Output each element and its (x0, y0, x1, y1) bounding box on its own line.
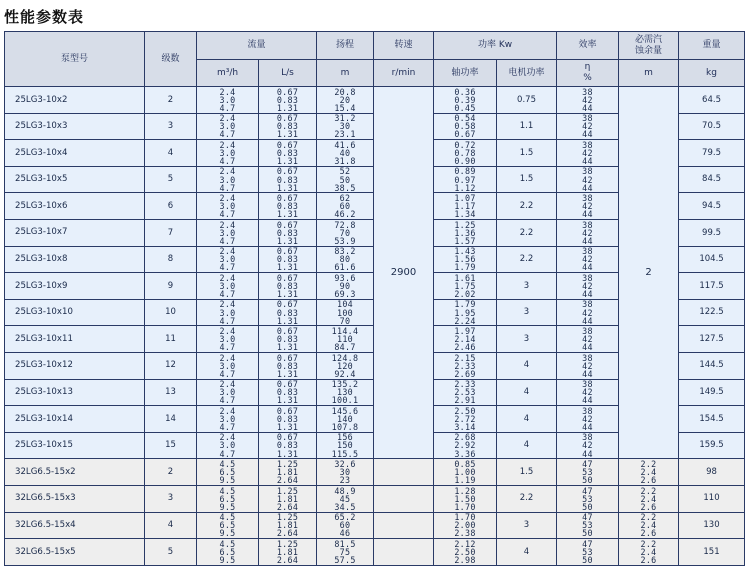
npsh-cell (619, 459, 679, 486)
stages-cell: 7 (145, 219, 197, 246)
shaft-power-cell (434, 485, 497, 512)
shaft-power-cell (434, 406, 497, 433)
flow-ls-cell (259, 432, 317, 459)
table-row (5, 512, 745, 539)
flow-ls-cell (259, 326, 317, 353)
efficiency-cell (557, 193, 619, 220)
head-cell (317, 193, 374, 220)
efficiency-cell (557, 219, 619, 246)
npsh-cell-values: 2.2 2.4 2.6 (640, 458, 657, 486)
motor-power-cell: 4 (497, 539, 557, 566)
model-cell: 25LG3-10x3 (5, 113, 145, 140)
flow-ls-cell (259, 140, 317, 167)
efficiency-cell (557, 512, 619, 539)
head-cell (317, 166, 374, 193)
flow-ls-cell-values: 0.67 0.83 1.31 (276, 166, 299, 193)
efficiency-cell (557, 485, 619, 512)
motor-power-cell: 1.1 (497, 113, 557, 140)
header-speed: 转速 (374, 32, 434, 60)
flow-m3h-cell (197, 246, 259, 273)
efficiency-cell-values: 38 42 44 (582, 139, 593, 167)
flow-ls-cell-values: 0.67 0.83 1.31 (276, 379, 299, 406)
flow-m3h-cell-values: 2.4 3.0 4.7 (219, 86, 236, 113)
header-efficiency-symbol: η (584, 62, 591, 72)
model-cell: 25LG3-10x11 (5, 326, 145, 353)
table-row (5, 87, 745, 114)
efficiency-cell (557, 273, 619, 300)
stages-cell: 15 (145, 432, 197, 459)
model-cell: 32LG6.5-15x2 (5, 459, 145, 486)
shaft-power-cell (434, 246, 497, 273)
flow-m3h-cell-values: 2.4 3.0 4.7 (219, 139, 236, 167)
npsh-cell (619, 539, 679, 566)
motor-power-cell: 2.2 (497, 219, 557, 246)
motor-power-cell: 1.5 (497, 166, 557, 193)
npsh-cell-values: 2.2 2.4 2.6 (640, 538, 657, 565)
efficiency-cell-values: 47 53 50 (582, 538, 593, 565)
shaft-power-cell-values: 1.25 1.36 1.57 (454, 219, 476, 246)
efficiency-cell-values: 38 42 44 (582, 405, 593, 432)
weight-cell: 144.5 (679, 352, 745, 379)
head-cell (317, 512, 374, 539)
stages-cell: 9 (145, 273, 197, 300)
head-cell-values: 48.9 45 34.5 (334, 485, 356, 512)
head-cell-values: 81.5 75 57.5 (334, 538, 356, 565)
motor-power-cell: 2.2 (497, 246, 557, 273)
flow-ls-cell-values: 0.67 0.83 1.31 (276, 219, 299, 246)
efficiency-cell (557, 539, 619, 566)
shaft-power-cell (434, 166, 497, 193)
flow-m3h-cell (197, 140, 259, 167)
stages-cell: 14 (145, 406, 197, 433)
flow-ls-cell-values: 0.67 0.83 1.31 (276, 432, 299, 459)
flow-m3h-cell (197, 299, 259, 326)
model-cell: 25LG3-10x14 (5, 406, 145, 433)
header-speed-unit: r/min (374, 60, 434, 87)
model-cell: 25LG3-10x6 (5, 193, 145, 220)
stages-cell: 5 (145, 539, 197, 566)
head-cell (317, 432, 374, 459)
npsh-cell: 2 (619, 87, 679, 459)
speed-cell-empty (374, 539, 434, 566)
shaft-power-cell-values: 2.15 2.33 2.69 (454, 352, 476, 379)
header-npsh-line1: 必需汽 (635, 34, 663, 45)
efficiency-cell (557, 432, 619, 459)
shaft-power-cell-values: 2.33 2.53 2.91 (454, 379, 476, 406)
flow-m3h-cell-values: 4.5 6.5 9.5 (219, 538, 236, 565)
model-cell: 25LG3-10x12 (5, 352, 145, 379)
model-cell: 25LG3-10x15 (5, 432, 145, 459)
efficiency-cell-values: 38 42 44 (582, 326, 593, 353)
flow-ls-cell (259, 352, 317, 379)
head-cell (317, 406, 374, 433)
stages-cell: 2 (145, 87, 197, 114)
flow-ls-cell-values: 0.67 0.83 1.31 (276, 246, 299, 273)
npsh-cell (619, 512, 679, 539)
head-cell-values: 20.8 20 15.4 (334, 86, 356, 113)
flow-ls-cell-values: 0.67 0.83 1.31 (276, 352, 299, 379)
table-row (5, 485, 745, 512)
flow-ls-cell-values: 0.67 0.83 1.31 (276, 326, 299, 353)
performance-table (4, 31, 745, 566)
motor-power-cell: 1.5 (497, 140, 557, 167)
efficiency-cell-values: 38 42 44 (582, 166, 593, 193)
flow-m3h-cell (197, 326, 259, 353)
stages-cell: 13 (145, 379, 197, 406)
flow-ls-cell (259, 87, 317, 114)
page-title: 性能参数表 (4, 8, 85, 26)
flow-ls-cell (259, 379, 317, 406)
model-cell: 25LG3-10x4 (5, 140, 145, 167)
header-efficiency-sub (557, 60, 619, 87)
head-cell-values: 32.6 30 23 (334, 458, 356, 486)
weight-cell: 79.5 (679, 140, 745, 167)
flow-m3h-cell-values: 4.5 6.5 9.5 (219, 458, 236, 486)
shaft-power-cell-values: 1.07 1.17 1.34 (454, 193, 476, 220)
shaft-power-cell (434, 352, 497, 379)
speed-cell-empty (374, 512, 434, 539)
efficiency-cell (557, 166, 619, 193)
header-weight-unit: kg (679, 60, 745, 87)
head-cell-values: 41.6 40 31.8 (334, 139, 356, 167)
flow-ls-cell (259, 406, 317, 433)
shaft-power-cell (434, 379, 497, 406)
weight-cell: 104.5 (679, 246, 745, 273)
stages-cell: 3 (145, 485, 197, 512)
efficiency-cell (557, 326, 619, 353)
flow-ls-cell (259, 299, 317, 326)
flow-ls-cell (259, 539, 317, 566)
head-cell (317, 352, 374, 379)
flow-ls-cell-values: 0.67 0.83 1.31 (276, 86, 299, 113)
stages-cell: 12 (145, 352, 197, 379)
flow-m3h-cell-values: 2.4 3.0 4.7 (219, 432, 236, 459)
weight-cell: 154.5 (679, 406, 745, 433)
flow-ls-cell (259, 273, 317, 300)
flow-m3h-cell (197, 512, 259, 539)
shaft-power-cell-values: 0.54 0.58 0.67 (454, 113, 476, 140)
stages-cell: 11 (145, 326, 197, 353)
speed-cell: 2900 (374, 87, 434, 459)
stages-cell: 4 (145, 512, 197, 539)
head-cell-values: 65.2 60 46 (334, 512, 356, 539)
shaft-power-cell-values: 2.68 2.92 3.36 (454, 432, 476, 459)
flow-m3h-cell (197, 87, 259, 114)
shaft-power-cell-values: 0.85 1.00 1.19 (454, 458, 476, 486)
motor-power-cell: 4 (497, 406, 557, 433)
efficiency-cell-values: 38 42 44 (582, 113, 593, 140)
flow-ls-cell-values: 1.25 1.81 2.64 (276, 538, 299, 565)
efficiency-cell (557, 459, 619, 486)
flow-ls-cell-values: 1.25 1.81 2.64 (276, 485, 299, 512)
head-cell (317, 299, 374, 326)
head-cell (317, 539, 374, 566)
flow-m3h-cell-values: 2.4 3.0 4.7 (219, 166, 236, 193)
speed-cell-empty (374, 485, 434, 512)
head-cell-values: 104 100 70 (337, 299, 354, 326)
efficiency-cell (557, 299, 619, 326)
weight-cell: 110 (679, 485, 745, 512)
head-cell-values: 31.2 30 23.1 (334, 113, 356, 140)
weight-cell: 98 (679, 459, 745, 486)
weight-cell: 117.5 (679, 273, 745, 300)
header-flow: 流量 (197, 32, 317, 60)
efficiency-cell (557, 379, 619, 406)
table-row (5, 459, 745, 486)
shaft-power-cell (434, 87, 497, 114)
flow-m3h-cell-values: 2.4 3.0 4.7 (219, 352, 236, 379)
stages-cell: 5 (145, 166, 197, 193)
flow-ls-cell (259, 166, 317, 193)
flow-ls-cell (259, 485, 317, 512)
head-cell-values: 145.6 140 107.8 (331, 405, 359, 432)
flow-ls-cell-values: 0.67 0.83 1.31 (276, 299, 299, 326)
efficiency-cell (557, 87, 619, 114)
speed-cell-empty (374, 459, 434, 486)
stages-cell: 10 (145, 299, 197, 326)
weight-cell: 122.5 (679, 299, 745, 326)
weight-cell: 151 (679, 539, 745, 566)
efficiency-cell-values: 38 42 44 (582, 272, 593, 299)
flow-m3h-cell (197, 166, 259, 193)
model-cell: 32LG6.5-15x4 (5, 512, 145, 539)
flow-ls-cell-values: 0.67 0.83 1.31 (276, 272, 299, 299)
flow-ls-cell (259, 113, 317, 140)
flow-ls-cell (259, 219, 317, 246)
flow-m3h-cell (197, 485, 259, 512)
shaft-power-cell (434, 299, 497, 326)
efficiency-cell-values: 38 42 44 (582, 86, 593, 113)
header-npsh-unit: m (619, 60, 679, 87)
flow-ls-cell-values: 1.25 1.81 2.64 (276, 512, 299, 539)
model-cell: 25LG3-10x8 (5, 246, 145, 273)
model-cell: 25LG3-10x9 (5, 273, 145, 300)
efficiency-cell (557, 352, 619, 379)
flow-m3h-cell-values: 2.4 3.0 4.7 (219, 193, 236, 220)
head-cell (317, 140, 374, 167)
flow-ls-cell (259, 459, 317, 486)
shaft-power-cell (434, 432, 497, 459)
header-efficiency: 效率 (557, 32, 619, 60)
head-cell (317, 87, 374, 114)
model-cell: 32LG6.5-15x3 (5, 485, 145, 512)
stages-cell: 8 (145, 246, 197, 273)
npsh-cell-values: 2.2 2.4 2.6 (640, 512, 657, 539)
motor-power-cell: 3 (497, 326, 557, 353)
header-weight: 重量 (679, 32, 745, 60)
head-cell (317, 459, 374, 486)
flow-m3h-cell-values: 2.4 3.0 4.7 (219, 113, 236, 140)
head-cell (317, 485, 374, 512)
head-cell (317, 326, 374, 353)
motor-power-cell: 4 (497, 432, 557, 459)
flow-m3h-cell-values: 4.5 6.5 9.5 (219, 485, 236, 512)
weight-cell: 99.5 (679, 219, 745, 246)
header-flow-unit-m3h: m³/h (197, 60, 259, 87)
head-cell-values: 52 50 38.5 (334, 166, 356, 193)
header-shaft-power: 轴功率 (434, 60, 497, 87)
shaft-power-cell-values: 1.79 1.95 2.24 (454, 299, 476, 326)
flow-m3h-cell-values: 2.4 3.0 4.7 (219, 405, 236, 432)
efficiency-cell-values: 38 42 44 (582, 193, 593, 220)
weight-cell: 149.5 (679, 379, 745, 406)
shaft-power-cell (434, 273, 497, 300)
stages-cell: 4 (145, 140, 197, 167)
flow-m3h-cell (197, 113, 259, 140)
motor-power-cell: 2.2 (497, 193, 557, 220)
head-cell (317, 113, 374, 140)
head-cell-values: 62 60 46.2 (334, 193, 356, 220)
motor-power-cell: 3 (497, 512, 557, 539)
flow-m3h-cell (197, 352, 259, 379)
flow-m3h-cell-values: 2.4 3.0 4.7 (219, 246, 236, 273)
header-npsh (619, 32, 679, 60)
flow-m3h-cell-values: 2.4 3.0 4.7 (219, 219, 236, 246)
npsh-cell-values: 2.2 2.4 2.6 (640, 485, 657, 512)
efficiency-cell (557, 246, 619, 273)
header-stages: 级数 (145, 32, 197, 87)
flow-m3h-cell-values: 4.5 6.5 9.5 (219, 512, 236, 539)
table-body (5, 87, 745, 566)
model-cell: 25LG3-10x10 (5, 299, 145, 326)
shaft-power-cell (434, 459, 497, 486)
stages-cell: 6 (145, 193, 197, 220)
shaft-power-cell (434, 539, 497, 566)
model-cell: 25LG3-10x7 (5, 219, 145, 246)
motor-power-cell: 4 (497, 379, 557, 406)
model-cell: 25LG3-10x13 (5, 379, 145, 406)
weight-cell: 70.5 (679, 113, 745, 140)
shaft-power-cell-values: 0.89 0.97 1.12 (454, 166, 476, 193)
header-model: 泵型号 (5, 32, 145, 87)
flow-m3h-cell-values: 2.4 3.0 4.7 (219, 379, 236, 406)
efficiency-cell (557, 113, 619, 140)
head-cell-values: 124.8 120 92.4 (331, 352, 359, 379)
flow-m3h-cell-values: 2.4 3.0 4.7 (219, 326, 236, 353)
head-cell-values: 72.8 70 53.9 (334, 219, 356, 246)
shaft-power-cell-values: 2.50 2.72 3.14 (454, 405, 476, 432)
flow-m3h-cell (197, 539, 259, 566)
flow-m3h-cell (197, 273, 259, 300)
motor-power-cell: 3 (497, 299, 557, 326)
model-cell: 25LG3-10x5 (5, 166, 145, 193)
flow-ls-cell-values: 0.67 0.83 1.31 (276, 113, 299, 140)
flow-ls-cell-values: 0.67 0.83 1.31 (276, 193, 299, 220)
efficiency-cell-values: 47 53 50 (582, 458, 593, 486)
motor-power-cell: 2.2 (497, 485, 557, 512)
weight-cell: 94.5 (679, 193, 745, 220)
shaft-power-cell-values: 1.28 1.50 1.70 (454, 485, 476, 512)
shaft-power-cell-values: 2.12 2.50 2.98 (454, 538, 476, 565)
motor-power-cell: 3 (497, 273, 557, 300)
head-cell-values: 114.4 110 84.7 (331, 326, 359, 353)
flow-ls-cell-values: 0.67 0.83 1.31 (276, 139, 299, 167)
head-cell-values: 93.6 90 69.3 (334, 272, 356, 299)
shaft-power-cell (434, 140, 497, 167)
header-head: 扬程 (317, 32, 374, 60)
npsh-cell (619, 485, 679, 512)
head-cell-values: 83.2 80 61.6 (334, 246, 356, 273)
flow-m3h-cell-values: 2.4 3.0 4.7 (219, 299, 236, 326)
header-flow-unit-ls: L/s (259, 60, 317, 87)
header-motor-power: 电机功率 (497, 60, 557, 87)
flow-m3h-cell (197, 406, 259, 433)
head-cell (317, 273, 374, 300)
efficiency-cell (557, 140, 619, 167)
shaft-power-cell (434, 512, 497, 539)
efficiency-cell (557, 406, 619, 433)
efficiency-cell-values: 38 42 44 (582, 352, 593, 379)
weight-cell: 64.5 (679, 87, 745, 114)
header-power: 功率 Kw (434, 32, 557, 60)
efficiency-cell-values: 47 53 50 (582, 485, 593, 512)
weight-cell: 159.5 (679, 432, 745, 459)
flow-m3h-cell (197, 432, 259, 459)
head-cell-values: 156 150 115.5 (331, 432, 359, 459)
weight-cell: 130 (679, 512, 745, 539)
efficiency-cell-values: 38 42 44 (582, 246, 593, 273)
flow-m3h-cell-values: 2.4 3.0 4.7 (219, 272, 236, 299)
motor-power-cell: 1.5 (497, 459, 557, 486)
flow-ls-cell (259, 193, 317, 220)
efficiency-cell-values: 47 53 50 (582, 512, 593, 539)
shaft-power-cell (434, 193, 497, 220)
shaft-power-cell (434, 113, 497, 140)
model-cell: 32LG6.5-15x5 (5, 539, 145, 566)
stages-cell: 3 (145, 113, 197, 140)
motor-power-cell: 0.75 (497, 87, 557, 114)
flow-ls-cell (259, 246, 317, 273)
flow-m3h-cell (197, 379, 259, 406)
table-row (5, 539, 745, 566)
weight-cell: 84.5 (679, 166, 745, 193)
shaft-power-cell-values: 1.61 1.75 2.02 (454, 272, 476, 299)
model-cell: 25LG3-10x2 (5, 87, 145, 114)
flow-m3h-cell (197, 219, 259, 246)
head-cell (317, 246, 374, 273)
flow-ls-cell-values: 1.25 1.81 2.64 (276, 458, 299, 486)
head-cell (317, 379, 374, 406)
efficiency-cell-values: 38 42 44 (582, 219, 593, 246)
head-cell-values: 135.2 130 100.1 (331, 379, 359, 406)
head-cell (317, 219, 374, 246)
shaft-power-cell-values: 1.97 2.14 2.46 (454, 326, 476, 353)
stages-cell: 2 (145, 459, 197, 486)
shaft-power-cell-values: 1.43 1.56 1.79 (454, 246, 476, 273)
header-head-unit: m (317, 60, 374, 87)
flow-m3h-cell (197, 193, 259, 220)
flow-m3h-cell (197, 459, 259, 486)
shaft-power-cell-values: 0.72 0.78 0.90 (454, 139, 476, 167)
efficiency-cell-values: 38 42 44 (582, 299, 593, 326)
motor-power-cell: 4 (497, 352, 557, 379)
header-efficiency-unit: % (583, 73, 592, 83)
shaft-power-cell (434, 219, 497, 246)
efficiency-cell-values: 38 42 44 (582, 432, 593, 459)
flow-ls-cell (259, 512, 317, 539)
efficiency-cell-values: 38 42 44 (582, 379, 593, 406)
weight-cell: 127.5 (679, 326, 745, 353)
shaft-power-cell-values: 1.70 2.00 2.38 (454, 512, 476, 539)
shaft-power-cell (434, 326, 497, 353)
flow-ls-cell-values: 0.67 0.83 1.31 (276, 405, 299, 432)
header-npsh-line2: 蚀余量 (635, 45, 663, 56)
shaft-power-cell-values: 0.36 0.39 0.45 (454, 86, 476, 113)
